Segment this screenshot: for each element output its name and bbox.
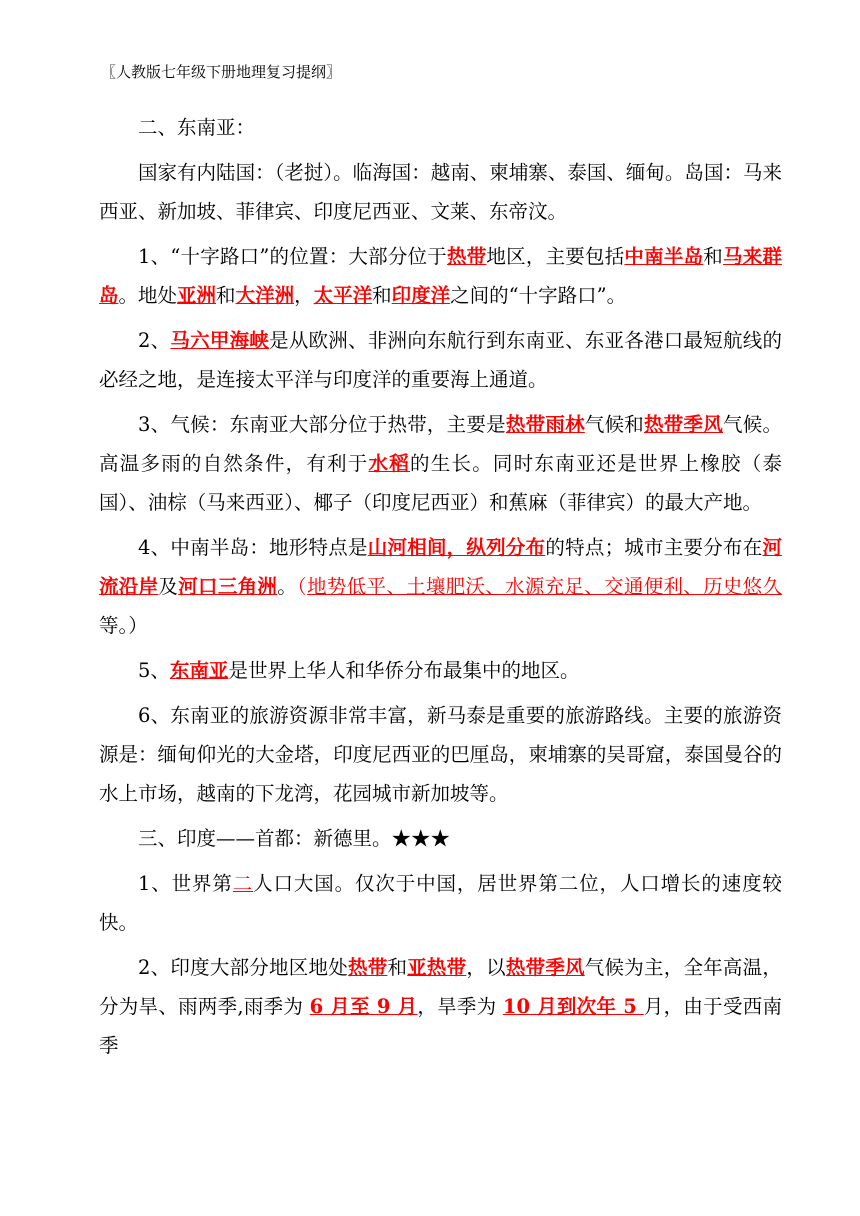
keyword: 热带季风 (505, 956, 585, 979)
keyword: 东南亚 (169, 659, 229, 682)
paragraph-indochina: 4、中南半岛：地形特点是山河相间，纵列分布的特点；城市主要分布在河流沿岸及河口三角洲。（地势低平、土壤肥沃、水源充足、交通便利、历史悠久等。） (99, 536, 782, 637)
keyword: 10 月到次年 5 (502, 995, 644, 1018)
keyword: 河口三角洲 (178, 575, 278, 598)
keyword: 6 月至 9 月 (309, 995, 418, 1018)
section-heading: 三、印度——首都：新德里。★★★ (138, 827, 451, 850)
keyword: 马六甲海峡 (170, 329, 270, 352)
keyword: 太平洋 (313, 284, 373, 307)
keyword: 热带 (446, 245, 487, 268)
keyword: 亚洲 (177, 284, 217, 307)
paragraph-malacca: 2、马六甲海峡是从欧洲、非洲向东航行到东南亚、东亚各港口最短航线的必经之地，是连接太平洋与印度洋的重要海上通道。 (99, 329, 782, 391)
keyword: 河流沿岸 (99, 536, 782, 598)
paragraph-tourism: 6、东南亚的旅游资源非常丰富，新马泰是重要的旅游路线。主要的旅游资源是：缅甸仰光的大金塔，印度尼西亚的巴厘岛，柬埔寨的吴哥窟，泰国曼谷的水上市场，越南的下龙湾，花园城市新加坡等。 (99, 704, 782, 805)
paragraph-climate: 3、气候：东南亚大部分位于热带，主要是热带雨林气候和热带季风气候。高温多雨的自然条件，有利于水稻的生长。同时东南亚还是世界上橡胶（泰国）、油棕（马来西亚）、椰子（印度尼西亚）和蕉麻（菲律宾）的最大产地。 (99, 413, 782, 514)
paren-open: （ (297, 575, 308, 598)
keyword: 水稻 (368, 452, 410, 475)
keyword: 热带雨林 (505, 413, 585, 436)
keyword: 山河相间，纵列分布 (367, 536, 546, 559)
paragraph-crossroads: 1、“十字路口”的位置：大部分位于热带地区，主要包括中南半岛和马来群岛。地处亚洲和大洋洲，太平洋和印度洋之间的“十字路口”。 (99, 245, 782, 307)
paragraph-chinese-diaspora: 5、东南亚是世界上华人和华侨分布最集中的地区。 (138, 659, 580, 682)
keyword: 中南半岛 (624, 245, 704, 268)
keyword: 亚热带 (407, 956, 467, 979)
document-header: 〖人教版七年级下册地理复习提纲〗 (101, 63, 342, 81)
keyword: 二 (232, 872, 254, 895)
paragraph-india-climate: 2、印度大部分地区地处热带和亚热带，以热带季风气候为主，全年高温，分为旱、雨两季,雨季为 6 月至 9 月，旱季为 10 月到次年 5 月，由于受西南季 (99, 956, 782, 1057)
keyword: 印度洋 (391, 284, 451, 307)
paragraph-population: 1、世界第二人口大国。仅次于中国，居世界第二位，人口增长的速度较快。 (99, 872, 782, 934)
keyword: 马来群岛 (99, 245, 782, 307)
keyword: 热带季风 (644, 413, 723, 436)
paragraph-countries: 国家有内陆国：（老挝）。临海国：越南、柬埔寨、泰国、缅甸。岛国：马来西亚、新加坡、菲律宾、印度尼西亚、文莱、东帝汶。 (99, 161, 782, 223)
keyword: 大洋洲 (235, 284, 295, 307)
document-body (99, 108, 782, 1071)
section-heading: 二、东南亚： (138, 116, 256, 139)
keyword: 热带 (347, 956, 388, 979)
reasons-text: 地势低平、土壤肥沃、水源充足、交通便利、历史悠久 (307, 575, 782, 598)
